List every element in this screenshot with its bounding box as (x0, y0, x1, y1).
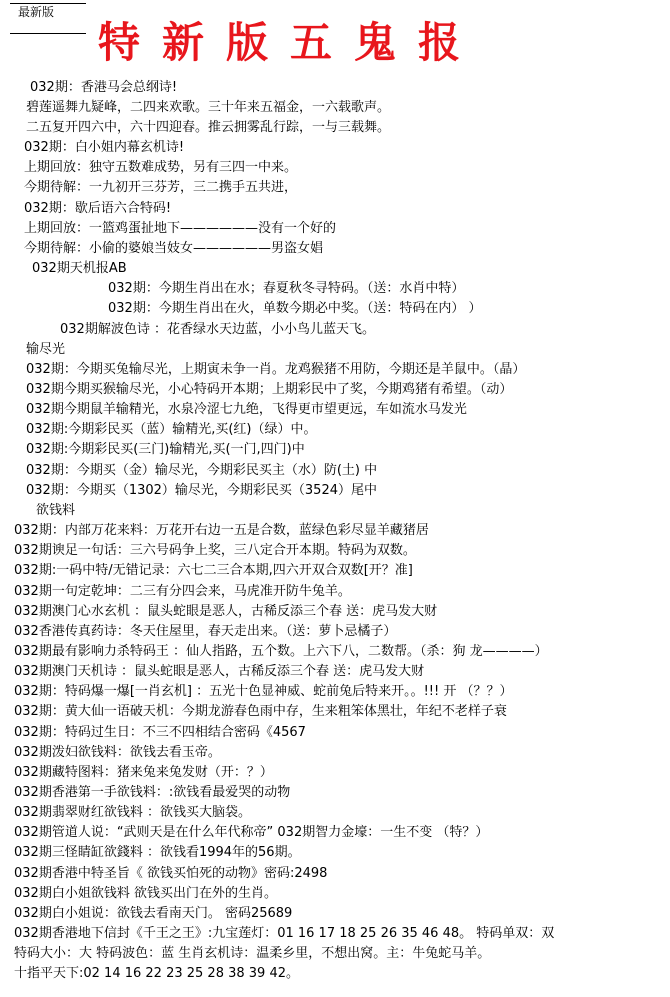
text-line: 032期:今期彩民买(三门)输精光,买(一门,四门)中 (26, 442, 305, 457)
text-line: 032期：特码爆一爆[一肖玄机] ：五光十色显神威、蛇前兔后特来开。。!!! 开 （？？） (14, 684, 513, 699)
text-line: 032期管道人说：“武则天是在什么年代称帝” 032期智力金壕：一生不变 （特？） (14, 825, 489, 840)
edition-underline (10, 33, 86, 34)
text-line: 032期三怪睛缸欲錢料 ：欲钱看1994年的56期。 (14, 845, 301, 860)
text-line: 二五复开四六中，六十四迎春。推云拥雾乱行踪，一与三载舞。 (26, 120, 391, 135)
text-line: 032期藏特图料：猪来兔来兔发财（开：？） (14, 765, 273, 780)
text-line: 032期：白小姐内幕玄机诗! (24, 140, 185, 155)
text-line: 032期：今期生肖出在火，单数今期必中奖。（送：特码在内） ） (108, 301, 482, 316)
text-line: 032期今期鼠羊输精光，水泉冷涩七九绝，飞得更市望更远，车如流水马发光 (26, 402, 467, 417)
edition-label: 最新版 (18, 5, 55, 19)
text-line: 032期：今期买兔输尽光，上期寅未争一肖。龙鸡猴猪不用防，今期还是羊鼠中。（晶） (26, 362, 526, 377)
text-line: 032期：歇后语六合特码! (24, 201, 172, 216)
text-line: 032期解波色诗 ：花香绿水天边蓝，小小鸟儿蓝天飞。 (60, 322, 375, 337)
text-line: 032期香港地下信封《千王之王》:九宝莲灯：01 16 17 18 25 26 35 46 48。 特码单双：双 (14, 926, 555, 941)
text-line: 032期：黄大仙一语破天机：今期龙游春色雨中存，生来粗笨体黑壮，年纪不老样子衰 (14, 704, 507, 719)
text-line: 032期天机报AB (32, 261, 127, 276)
text-line: 032期翡翠财红欲钱料 ：欲钱买大脑袋。 (14, 805, 251, 820)
text-line: 032期：内部万花来料：万花开右边一五是合数，蓝绿色彩尽显羊藏猪居 (14, 523, 429, 538)
text-line: 032期最有影响力杀特码王 ：仙人指路，五个数。上六下八，二数帮。（杀：狗 龙————） (14, 644, 548, 659)
section-heading: 输尽光 (26, 342, 66, 357)
text-line: 032香港传真药诗：冬天住屋里，春天走出来。（送：萝卜忌橘子） (14, 624, 397, 639)
text-line: 032期:一码中特/无错记录：六七二三合本期,四六开双合双数[开？准] (14, 563, 413, 578)
text-line: 上期回放：独守五数难成势，另有三四一中来。 (24, 160, 298, 175)
text-line: 032期:今期彩民买（蓝）输精光,买(红)（绿）中。 (26, 422, 317, 437)
text-line: 十指平天下:02 14 16 22 23 25 28 38 39 42。 (14, 966, 299, 981)
text-line: 碧莲遥舞九疑峰，二四来欢歌。三十年来五福金，一六载歌声。 (26, 100, 391, 115)
text-line: 今期待解：小偷的婆娘当妓女——————男盗女娼 (24, 241, 324, 256)
text-line: 032期澳门心水玄机 ：鼠头蛇眼是恶人，古稀反添三个春 送：虎马发大财 (14, 604, 438, 619)
text-line: 032期泼妇欲钱料：欲钱去看玉帝。 (14, 745, 221, 760)
text-line: 032期白小姐欲钱料 欲钱买出门在外的生肖。 (14, 886, 277, 901)
text-line: 032期：今期买（1302）输尽光，今期彩民买（3524）尾中 (26, 483, 377, 498)
text-line: 032期：今期生肖出在水；春夏秋冬寻特码。（送：水肖中特） (108, 281, 465, 296)
text-line: 特码大小：大 特码波色：蓝 生肖玄机诗：温柔乡里，不想出窝。主：牛兔蛇马羊。 (14, 946, 491, 961)
text-line: 032期澳门天机诗 ：鼠头蛇眼是恶人，古稀反添三个春 送：虎马发大财 (14, 664, 425, 679)
text-line: 032期一句定乾坤：二三有分四会来，马虎准开防牛兔羊。 (14, 584, 351, 599)
text-line: 上期回放：一篮鸡蛋扯地下——————没有一个好的 (24, 221, 337, 236)
text-line: 032期：香港马会总纲诗! (30, 80, 178, 95)
text-line: 032期香港第一手欲钱料：:欲钱看最爱哭的动物 (14, 785, 291, 800)
page-title: 特新版五鬼报 (98, 18, 483, 67)
text-line: 032期：今期买（金）输尽光，今期彩民买主（水）防(土) 中 (26, 463, 378, 478)
text-line: 032期谀足一句话：三六号码争上奖，三八定合开本期。特码为双数。 (14, 543, 416, 558)
text-line: 今期待解：一九初开三芬芳，三二携手五共进， (24, 180, 298, 195)
text-line: 032期：特码过生日：不三不四相结合密码《4567 (14, 725, 306, 740)
text-line: 032期香港中特圣旨《 欲钱买怕死的动物》密码:2498 (14, 866, 328, 881)
text-line: 032期今期买猴输尽光，小心特码开本期；上期彩民中了奖，今期鸡猪有希望。（动） (26, 382, 513, 397)
text-line: 032期白小姐说：欲钱去看南天门。 密码25689 (14, 906, 293, 921)
section-heading: 欲钱料 (36, 503, 76, 518)
